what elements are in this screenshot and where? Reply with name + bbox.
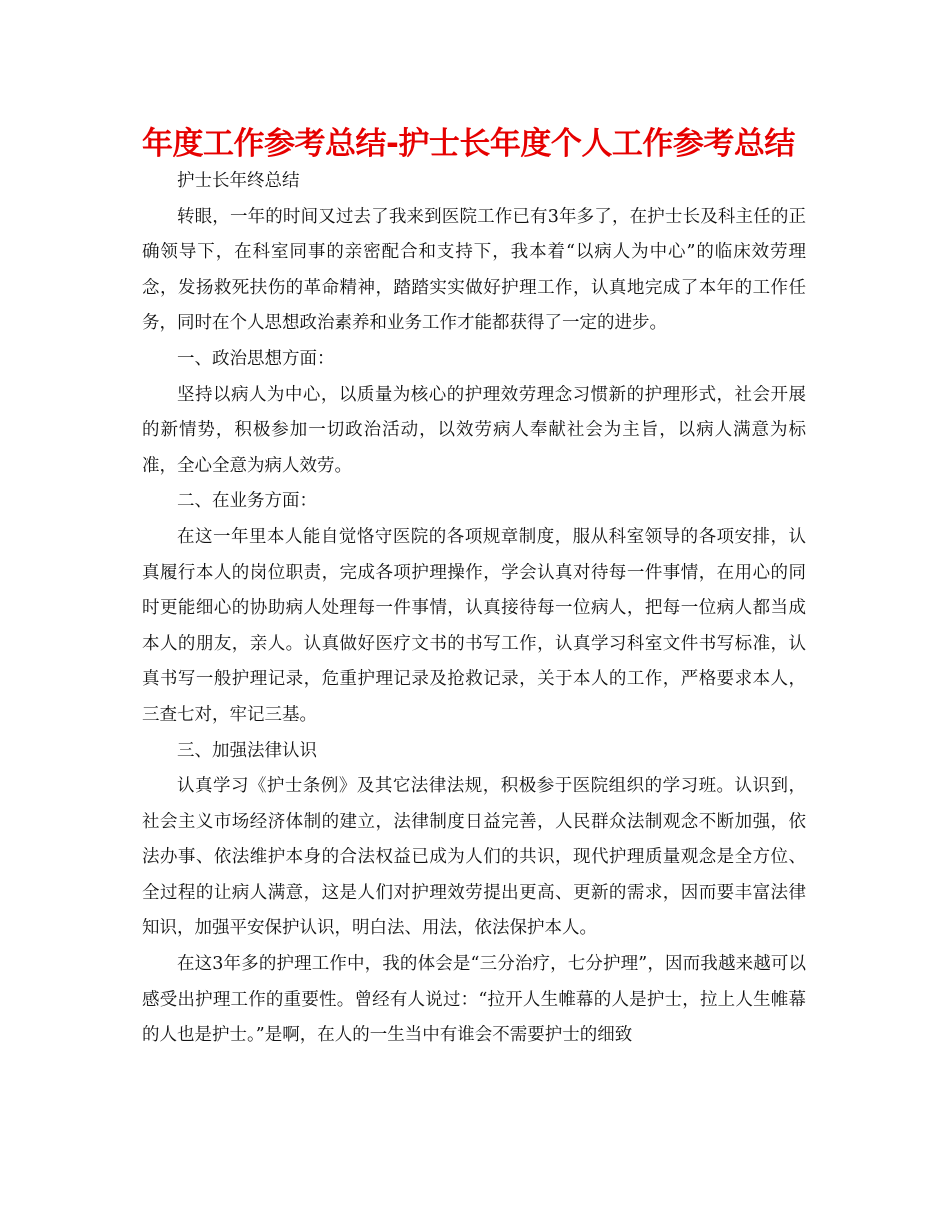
paragraph-political-thought: 坚持以病人为中心，以质量为核心的护理效劳理念习惯新的护理形式，社会开展的新情势，积极参加一切政治活动，以效劳病人奉献社会为主旨，以病人满意为标准，全心全意为病人效劳。: [142, 384, 806, 476]
heading-year-end-summary: 护士长年终总结: [177, 171, 300, 191]
document-title: 年度工作参考总结-护士长年度个人工作参考总结: [142, 126, 795, 162]
paragraph-business: 在这一年里本人能自觉恪守医院的各项规章制度，服从科室领导的各项安排，认真履行本人的岗位职责，完成各项护理操作，学会认真对待每一件事情，在用心的同时更能细心的协助病人处理每一件事情，认真接待每一位病人，把每一位病人都当成本人的朋友，亲人。认真做好医疗文书的书写工作，认真学习科室文件书写标准，认真书写一般护理记录，危重护理记录及抢救记录，关于本人的工作，严格要求本人，三查七对，牢记三基。: [142, 526, 806, 725]
paragraph-legal-awareness: 认真学习《护士条例》及其它法律法规，积极参于医院组织的学习班。认识到，社会主义市场经济体制的建立，法律制度日益完善，人民群众法制观念不断加强，依法办事、依法维护本身的合法权益已成为人们的共识，现代护理质量观念是全方位、全过程的让病人满意，这是人们对护理效劳提出更高、更新的需求，因而要丰富法律知识，加强平安保护认识，明白法、用法，依法保护本人。: [142, 776, 806, 939]
document-body: [142, 164, 806, 1054]
heading-political-thought: 一、政治思想方面：: [177, 348, 335, 369]
heading-business: 二、在业务方面：: [177, 491, 317, 512]
heading-legal-awareness: 三、加强法律认识: [177, 740, 317, 761]
paragraph-experience: 在这3年多的护理工作中，我的体会是“三分治疗，七分护理”，因而我越来越可以感受出护理工作的重要性。曾经有人说过：“拉开人生帷幕的人是护士，拉上人生帷幕的人也是护士。”是啊，在人的一生当中有谁会不需要护士的细致: [142, 954, 806, 1046]
paragraph-intro: 转眼，一年的时间又过去了我来到医院工作已有3年多了，在护士长及科主任的正确领导下，在科室同事的亲密配合和支持下，我本着“以病人为中心”的临床效劳理念，发扬救死扶伤的革命精神，踏踏实实做好护理工作，认真地完成了本年的工作任务，同时在个人思想政治素养和业务工作才能都获得了一定的进步。: [142, 206, 806, 334]
